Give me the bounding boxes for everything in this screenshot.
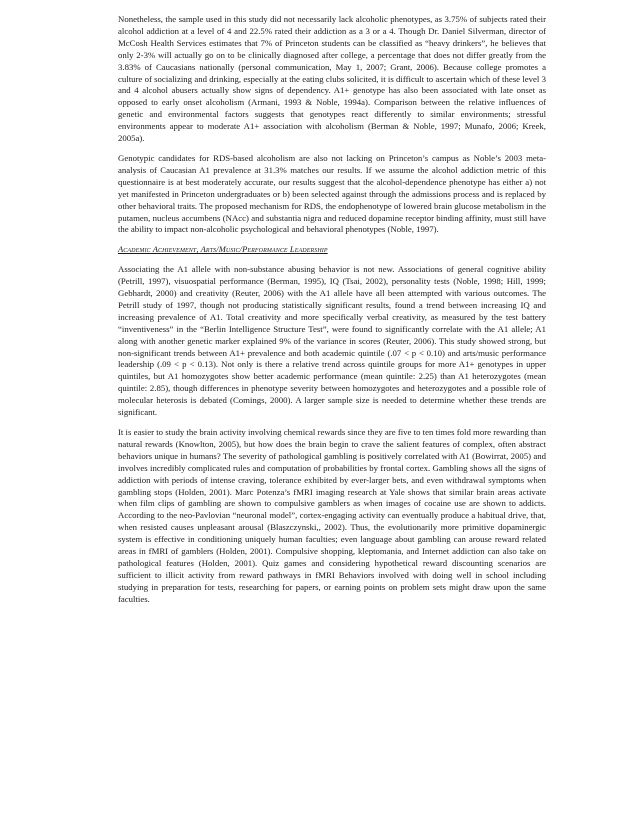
document-body xyxy=(118,14,546,614)
paragraph-alcoholic-phenotypes: Nonetheless, the sample used in this study did not necessarily lack alcoholic phenotypes, as 3.75% of subjects rated their alcohol addiction at a level of 4 and 22.5% rated their addiction as a 3 or a 4. Though Dr. Daniel Silverman, director of McCosh Health Services estimates that 7% of Princeton students can be classified as “heavy drinkers”, he believes that only 2-3% will actually go on to be clinically diagnosed after college, a percentage that does not differ greatly from the 3.83% of Caucasians nationally (personal communication, May 1, 2007; Grant, 2006). Because college promotes a culture of socializing and drinking, especially at the eating clubs solicited, it is difficult to ascertain which of these level 3 and 4 alcohol abusers actually show signs of dependency. A1+ genotype has also been associated with late onset as opposed to early onset alcoholism (Armani, 1993 & Noble, 1994a). Comparison between the relative influences of genetic and environmental factors suggests that genotypes react differently to similar environments; stressful environments appear to moderate A1+ association with alcoholism (Berman & Noble, 1997; Munafo, 2006; Kreek, 2005a). xyxy=(118,14,546,144)
paragraph-genotypic-candidates: Genotypic candidates for RDS-based alcoholism are also not lacking on Princeton’s campus as Noble’s 2003 meta-analysis of Caucasian A1 prevalence at 31.3% matches our results. If we assume the alcohol addiction metric of this questionnaire is at best moderately accurate, our results suggest that the alcohol-dependence phenotype has either a) not yet manifested in Princeton undergraduates or b) been selected against through the admissions process and is replaced by other behavioral traits. The proposed mechanism for RDS, the endophenotype of lowered brain glucose metabolism in the putamen, nucleus accumbens (NAcc) and substantia nigra and reduced dopamine receptor binding affinity, must still have the ability to impact non-alcoholic psychological and behavioral phenotypes (Noble, 1997). xyxy=(118,152,546,235)
section-heading: Academic Achievement, Arts/Music/Performance Leadership xyxy=(118,244,328,255)
paragraph-brain-rewards-gambling: It is easier to study the brain activity involving chemical rewards since they are five to ten times fold more rewarding than natural rewards (Knowlton, 2005), but how does the brain begin to crave the salient features of complex, often abstract behaviors unique in humans? The severity of pathological gambling is positively correlated with A1 (Bowirrat, 2005) and involves incredibly complicated rules and computation of probabilities by frontal cortex. Gambling shows all the signs of addiction with periods of intense craving, tolerance exhibited by ever-larger bets, and even withdrawal symptoms when gambling stops (Holden, 2001). Marc Potenza’s fMRI imaging research at Yale shows that similar brain areas activate when film clips of gambling are shown to compulsive gamblers as when images of cocaine use are shown to addicts. According to the neo-Pavlovian “neuronal model”, cortex-engaging activity can eventually produce a habitual drive, that, when resisted causes unpleasant arousal (Blaszczynski,, 2002). Thus, the evolutionarily more primitive dopaminergic system is effective in conditioning uniquely human faculties; even language about gambling can arouse reward related areas in fMRI of gamblers (Holden, 2001). Compulsive shopping, kleptomania, and Internet addiction can also take on pathological features (Holden, 2001). Quiz games and considering hypothetical reward discounting scenarios are sufficient to illicit activity from reward pathways in fMRI Behaviors involved with doing well in school including studying in preparation for tests, researching for papers, or earning points on problem sets might draw upon the same faculties. xyxy=(118,427,546,604)
paragraph-a1-allele-associations: Associating the A1 allele with non-substance abusing behavior is not new. Associations of general cognitive ability (Petrill, 1997), visuospatial performance (Berman, 1995), IQ (Tsai, 2002), personality tests (Noble, 1998; Hill, 1999; Gebhardt, 2000) and creativity (Reuter, 2006) with the A1 allele have all been attempted with various outcomes. The Petrill study of 1997, though not producing statistically significant results, found a trend between increasing IQ and increasing prevalence of A1. Total creativity and more specifically verbal creativity, as measured by the test battery “inventiveness” in the “Berlin Intelligence Structure Test”, were found to significantly correlate with the A1 allele; A1 along with another genetic marker explained 9% of the variance in scores (Reuter, 2006). This study showed strong, but non-significant trends between A1+ prevalence and both academic quintile (.07 < p < 0.10) and arts/music performance leadership (.09 < p < 0.13). Not only is there a relative trend across quintile groups for more A1+ genotypes in upper quintiles, but A1 homozygotes show better academic performance (mean quintile: 2.25) than A1 heterozygotes (mean quintile: 2.85), though differences in phenotype severity between homozygotes and heterozygotes and a possible role of molecular heterosis is debated (Comings, 2000). A larger sample size is needed to determine whether these trends are significant. xyxy=(118,264,546,418)
